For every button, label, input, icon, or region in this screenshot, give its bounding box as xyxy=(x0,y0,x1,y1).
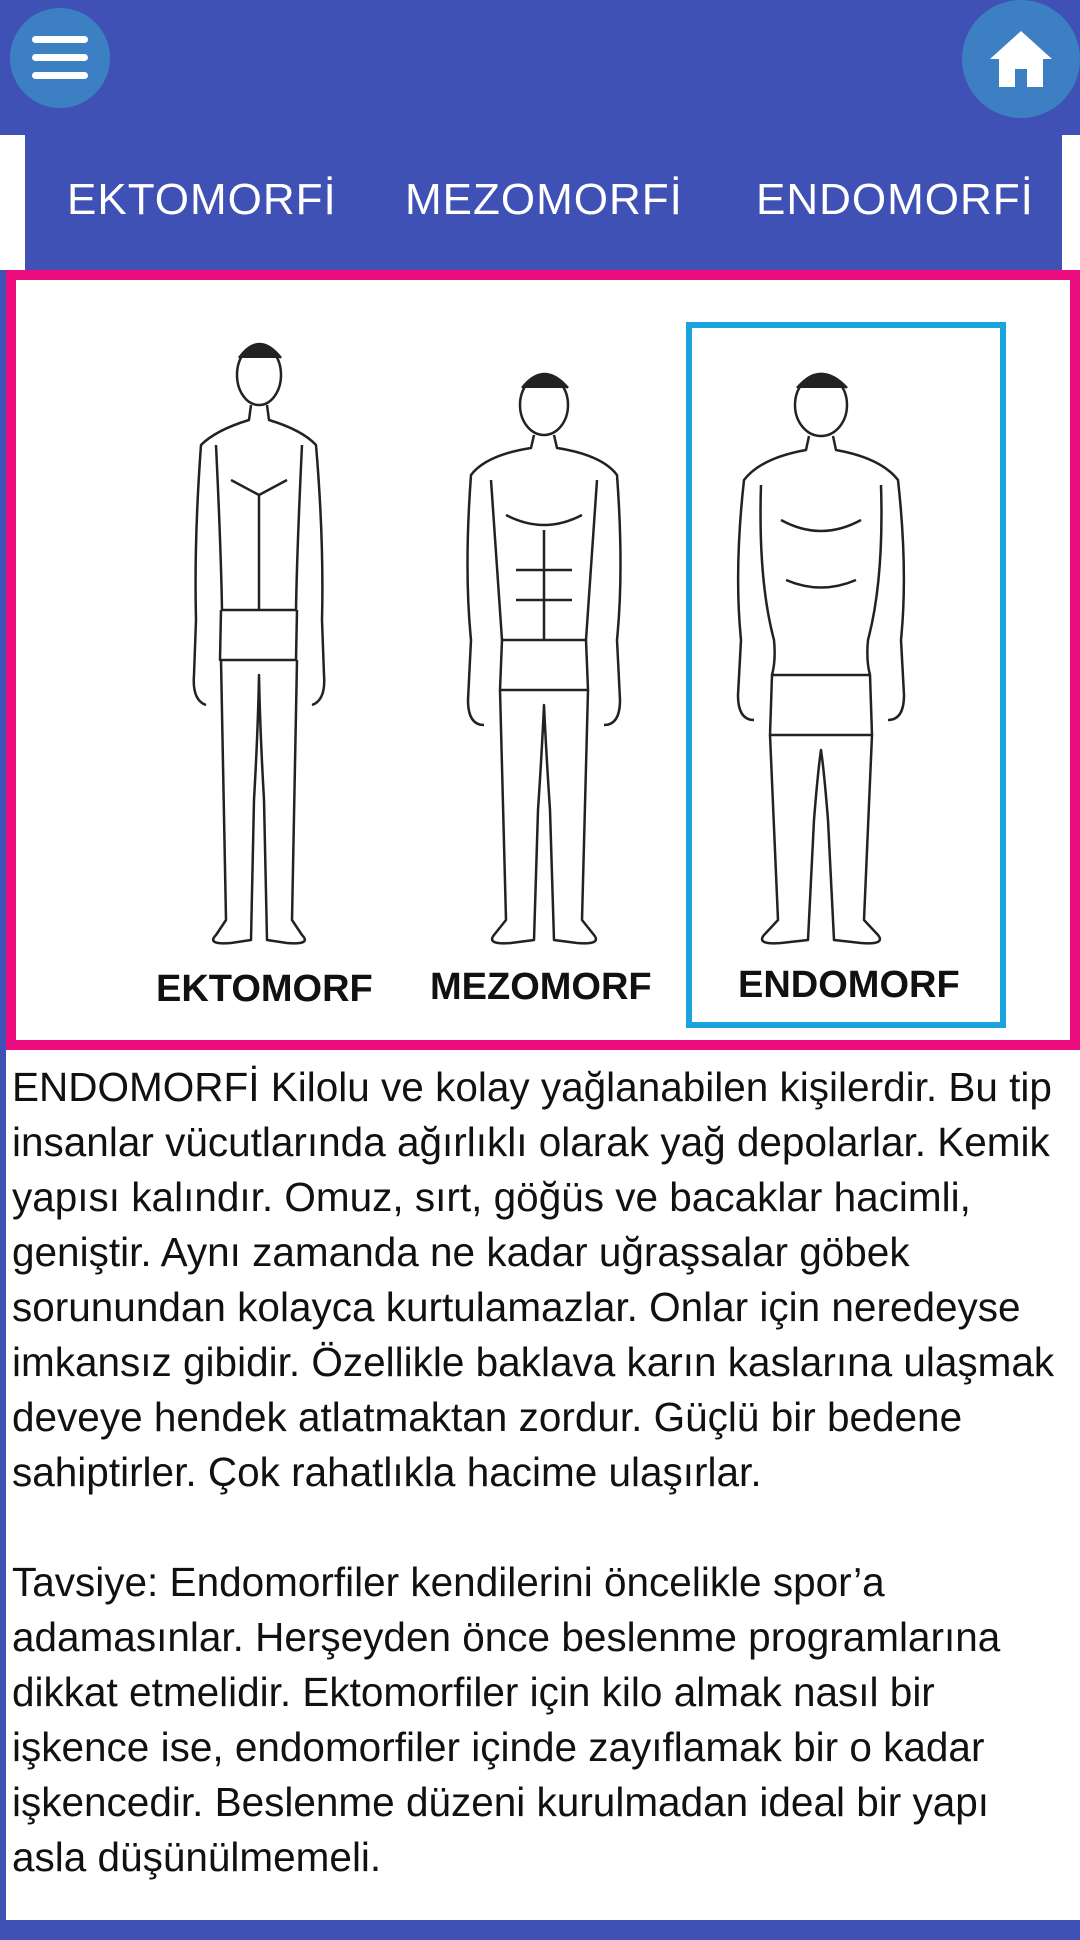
endomorf-highlight-box xyxy=(686,322,1006,1028)
ektomorf-figure xyxy=(194,344,325,943)
hamburger-menu-icon xyxy=(30,33,90,83)
app-toolbar xyxy=(0,0,1080,135)
figure-label-endomorf: ENDOMORF xyxy=(738,964,960,1006)
article-body xyxy=(12,1060,1074,1940)
tab-endomorfi[interactable]: ENDOMORFİ xyxy=(756,175,1034,224)
article-paragraph-1: ENDOMORFİ Kilolu ve kolay yağlanabilen kişilerdir. Bu tip insanlar vücutlarında ağırlıklı olarak yağ depolarlar. Kemik yapısı kalındır. Omuz, sırt, göğüs ve bacaklar hacimli, geniştir. Aynı zamanda ne kadar uğraşsalar göbek sorunundan kolayca kurtulamazlar. Onlar için neredeyse imkansız gibidir. Özellikle baklava karın kaslarına ulaşmak deveye hendek atlatmaktan zordur. Güçlü bir bedene sahiptirler. Çok rahatlıkla hacime ulaşırlar. xyxy=(12,1064,1055,1495)
figure-label-mezomorf: MEZOMORF xyxy=(430,966,652,1008)
home-button[interactable] xyxy=(962,0,1080,118)
content-area xyxy=(6,270,1080,1920)
tab-bar-left-edge xyxy=(0,135,25,270)
tab-bar xyxy=(25,135,1062,265)
article-paragraph-2: Tavsiye: Endomorfiler kendilerini öncelikle spor’a adamasınlar. Herşeyden önce beslenme programlarına dikkat etmelidir. Ektomorfiler için kilo almak nasıl bir işkence ise, endomorfiler içinde zayıflamak bir o kadar işkencedir. Beslenme düzeni kurulmadan ideal bir yapı asla düşünülmemeli. xyxy=(12,1559,1001,1880)
tab-ektomorfi[interactable]: EKTOMORFİ xyxy=(67,175,337,224)
tab-bar-right-edge xyxy=(1062,135,1080,270)
menu-button[interactable] xyxy=(10,8,110,108)
figure-label-ektomorf: EKTOMORF xyxy=(156,968,373,1010)
mezomorf-figure xyxy=(468,374,621,943)
home-icon xyxy=(988,29,1054,89)
tab-mezomorfi[interactable]: MEZOMORFİ xyxy=(405,175,683,224)
body-types-image xyxy=(6,270,1080,1050)
